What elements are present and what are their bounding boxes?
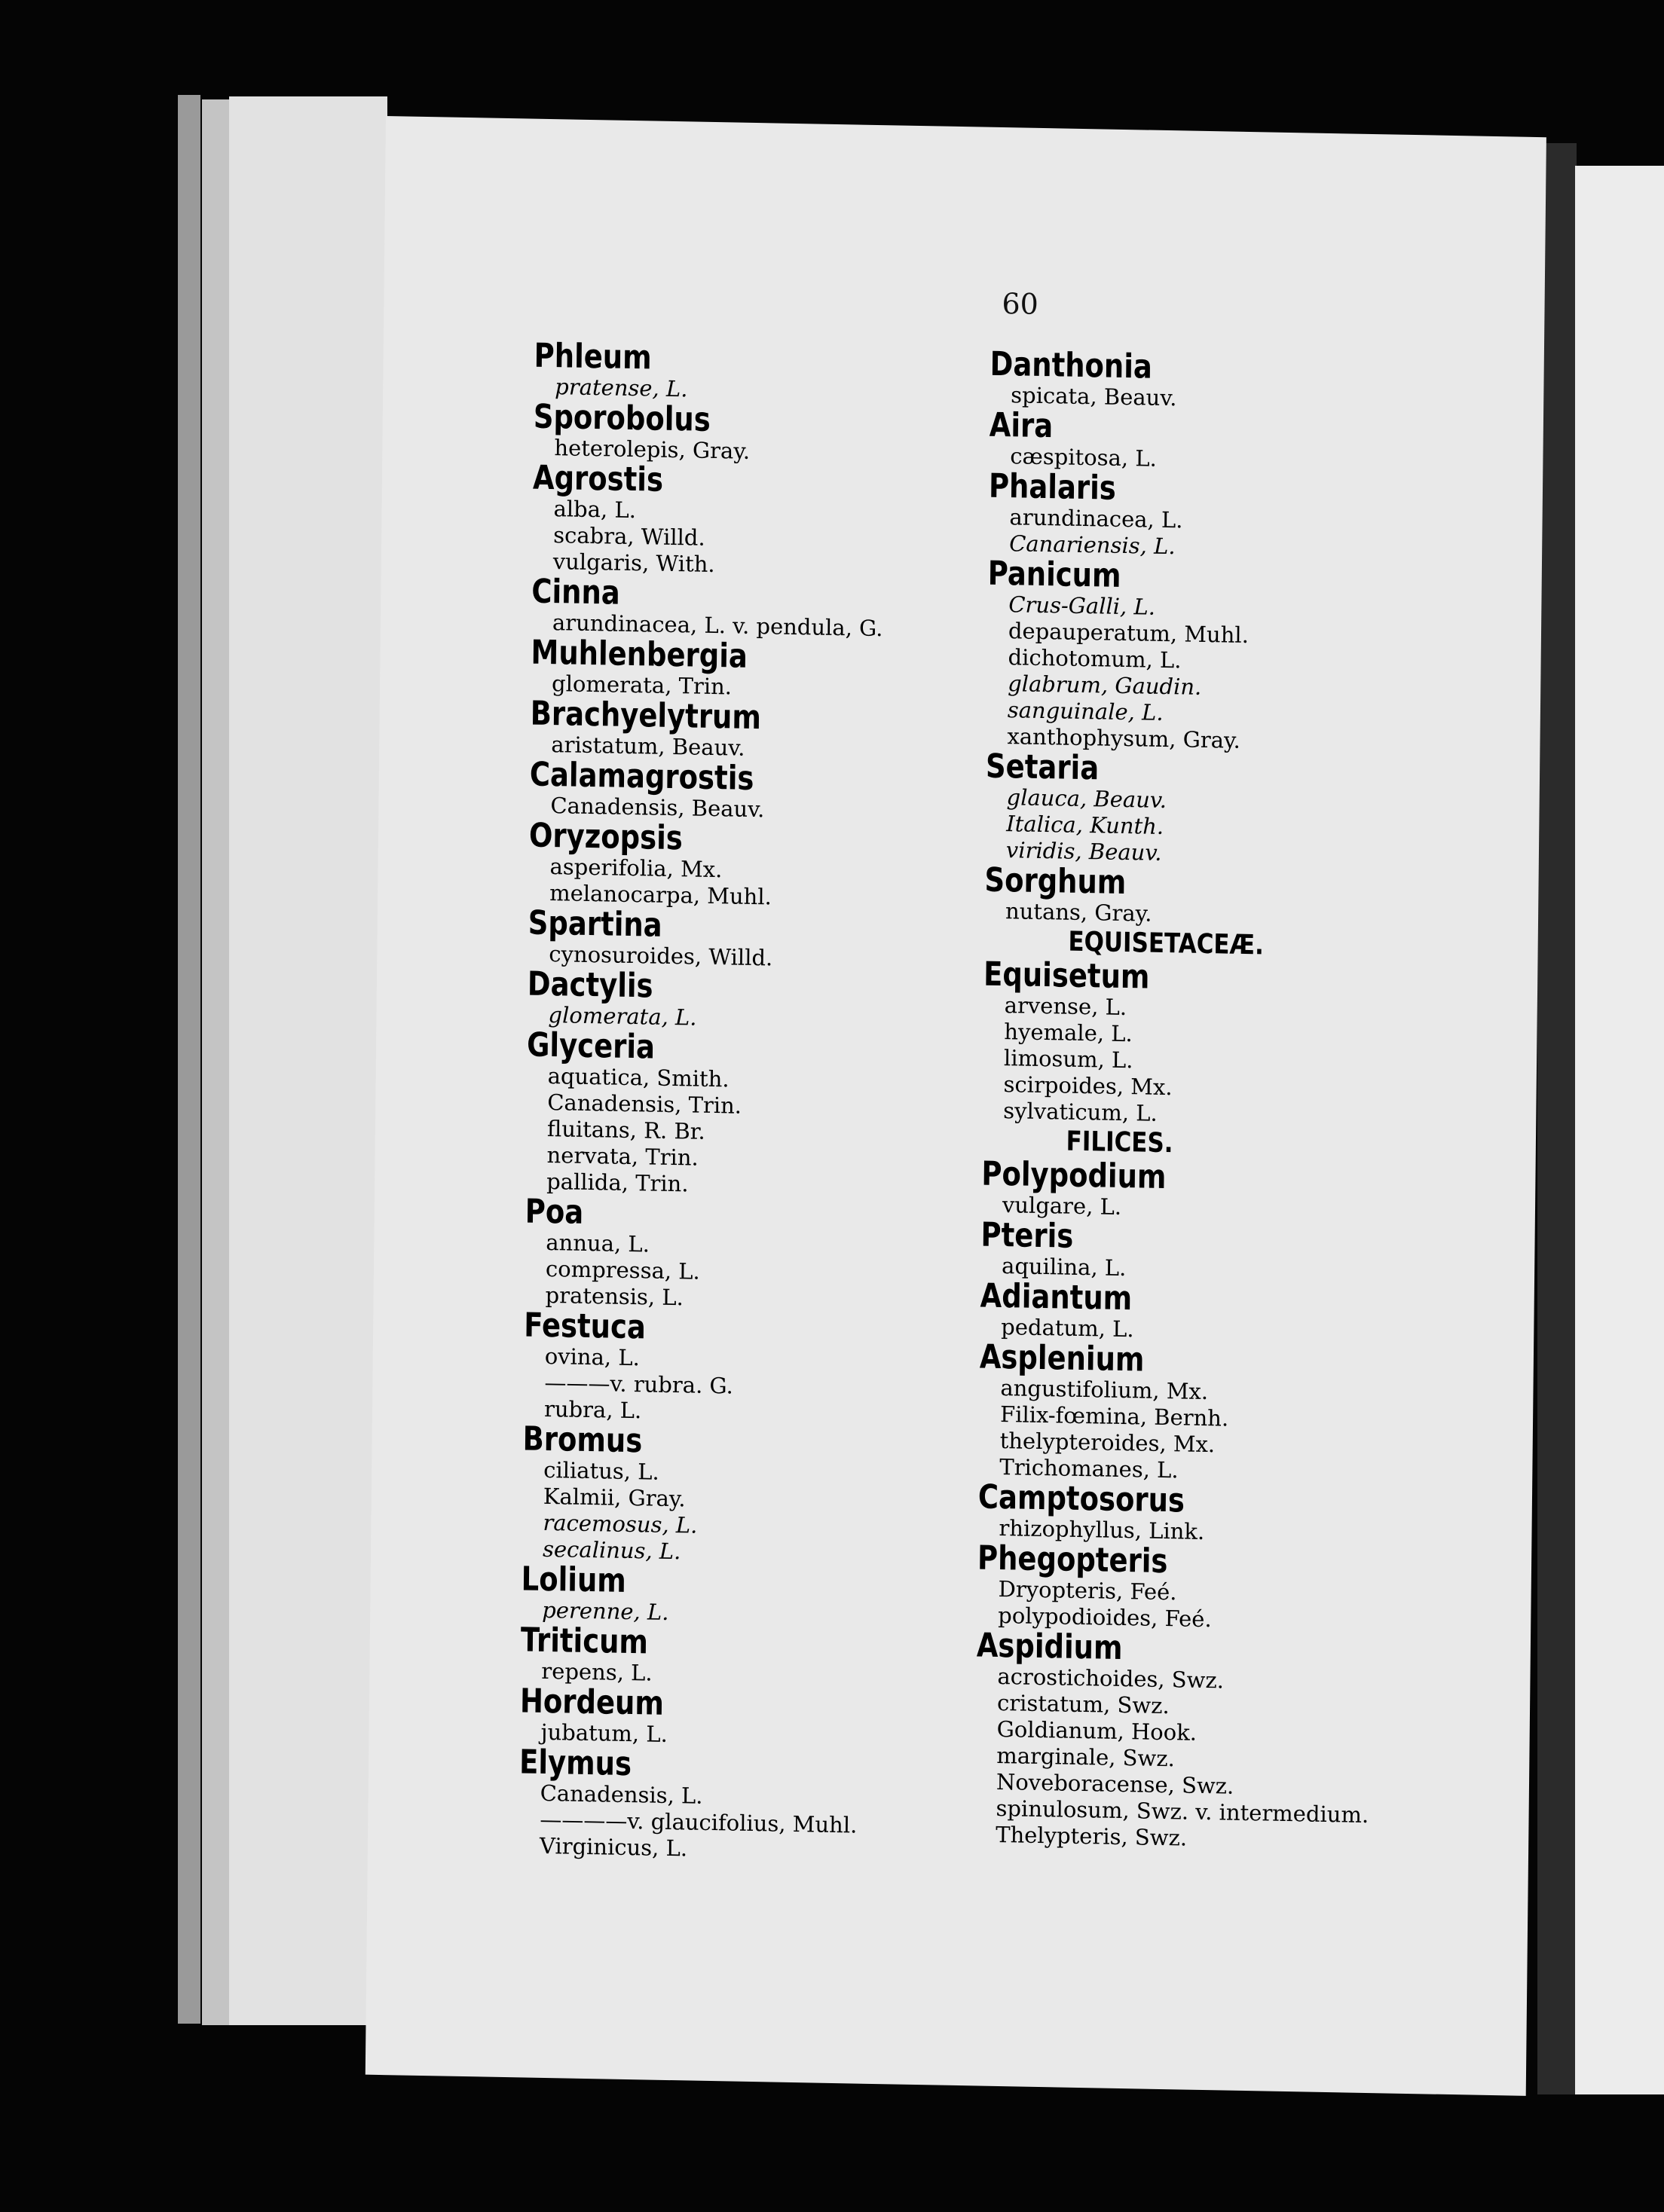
species-entry: cynosuroides, Willd. bbox=[549, 941, 773, 971]
species-entry: rhizophyllus, Link. bbox=[999, 1515, 1205, 1545]
species-entry: aristatum, Beauv. bbox=[551, 732, 745, 761]
genus-name: Equisetum bbox=[983, 955, 1150, 997]
genus-name: Lolium bbox=[521, 1560, 627, 1600]
genus-name: Hordeum bbox=[519, 1682, 665, 1723]
species-entry: repens, L. bbox=[541, 1657, 653, 1686]
species-entry: vulgare, L. bbox=[1002, 1192, 1122, 1220]
species-entry: Goldianum, Hook. bbox=[996, 1716, 1198, 1746]
species-entry: Filix-fœmina, Bernh. bbox=[999, 1401, 1229, 1431]
genus-name: Elymus bbox=[518, 1743, 632, 1784]
genus-name: Phalaris bbox=[988, 466, 1117, 508]
genus-name: Dactylis bbox=[527, 964, 653, 1006]
species-entry: pedatum, L. bbox=[1001, 1314, 1134, 1343]
genus-name: Polypodium bbox=[981, 1154, 1167, 1197]
species-entry: arundinacea, L. v. pendula, G. bbox=[552, 610, 883, 642]
species-entry: limosum, L. bbox=[1003, 1045, 1133, 1074]
species-entry: perenne, L. bbox=[542, 1596, 669, 1625]
species-entry: dichotomum, L. bbox=[1008, 644, 1182, 674]
underlying-pages bbox=[229, 96, 387, 2025]
genus-name: Phegopteris bbox=[977, 1538, 1168, 1581]
species-entry: sanguinale, L. bbox=[1007, 697, 1164, 726]
species-entry: glabrum, Gaudin. bbox=[1008, 671, 1202, 700]
species-entry: asperifolia, Mx. bbox=[549, 854, 723, 883]
species-entry: Canadensis, Trin. bbox=[547, 1089, 742, 1119]
gutter-shadow bbox=[1537, 143, 1577, 2094]
family-heading: EQUISETACEÆ. bbox=[1068, 926, 1265, 961]
genus-name: Panicum bbox=[987, 554, 1121, 595]
species-entry: depauperatum, Muhl. bbox=[1008, 618, 1250, 649]
genus-name: Camptosorus bbox=[977, 1477, 1185, 1520]
species-entry: ovina, L. bbox=[544, 1343, 640, 1371]
species-entry: xanthophysum, Gray. bbox=[1007, 723, 1240, 753]
species-entry: jubatum, L. bbox=[540, 1719, 668, 1747]
species-entry: glauca, Beauv. bbox=[1006, 784, 1167, 814]
species-entry: Dryopteris, Feé. bbox=[998, 1576, 1177, 1606]
genus-name: Asplenium bbox=[979, 1337, 1145, 1379]
species-entry: glomerata, Trin. bbox=[551, 671, 733, 700]
genus-name: Oryzopsis bbox=[528, 816, 684, 858]
species-entry: pratensis, L. bbox=[545, 1282, 684, 1311]
book-spine-edge bbox=[202, 99, 229, 2025]
right-column bbox=[974, 344, 1384, 1855]
species-entry: glomerata, L. bbox=[548, 1002, 697, 1031]
species-entry: melanocarpa, Muhl. bbox=[549, 880, 772, 910]
genus-name: Pteris bbox=[980, 1215, 1074, 1256]
page-number: 60 bbox=[1002, 286, 1039, 321]
species-entry: cristatum, Swz. bbox=[996, 1689, 1170, 1719]
species-entry: Canadensis, Beauv. bbox=[550, 793, 765, 823]
species-entry: Virginicus, L. bbox=[539, 1832, 688, 1862]
species-entry: viridis, Beauv. bbox=[1005, 837, 1162, 866]
species-entry: arundinacea, L. bbox=[1009, 504, 1183, 533]
species-entry: pallida, Trin. bbox=[546, 1168, 689, 1197]
genus-name: Spartina bbox=[528, 903, 662, 945]
species-entry: ———v. rubra. G. bbox=[544, 1369, 734, 1399]
species-entry: sylvaticum, L. bbox=[1003, 1098, 1158, 1126]
genus-name: Danthonia bbox=[990, 344, 1153, 386]
genus-name: Agrostis bbox=[532, 458, 664, 500]
species-entry: Canadensis, L. bbox=[540, 1780, 703, 1809]
species-entry: cæspitosa, L. bbox=[1010, 443, 1157, 472]
species-entry: alba, L. bbox=[553, 496, 637, 524]
book-page bbox=[366, 116, 1546, 2096]
species-entry: Trichomanes, L. bbox=[999, 1454, 1179, 1483]
species-entry: nutans, Gray. bbox=[1005, 898, 1152, 927]
species-entry: fluitans, R. Br. bbox=[546, 1115, 705, 1144]
facing-page-edge bbox=[1575, 166, 1664, 2094]
species-entry: racemosus, L. bbox=[543, 1509, 698, 1538]
genus-name: Phleum bbox=[534, 336, 652, 377]
genus-name: Sorghum bbox=[984, 860, 1127, 903]
family-heading: FILICES. bbox=[1066, 1126, 1173, 1159]
book-cover-edge bbox=[178, 95, 200, 2024]
species-entry: angustifolium, Mx. bbox=[1000, 1375, 1209, 1405]
genus-name: Glyceria bbox=[526, 1025, 656, 1067]
left-column bbox=[518, 336, 886, 1865]
species-entry: marginale, Swz. bbox=[996, 1742, 1176, 1772]
species-entry: aquilina, L. bbox=[1001, 1253, 1127, 1282]
genus-name: Muhlenbergia bbox=[531, 633, 748, 676]
genus-name: Poa bbox=[525, 1192, 584, 1232]
species-entry: ciliatus, L. bbox=[543, 1456, 659, 1485]
genus-name: Aspidium bbox=[976, 1626, 1123, 1668]
species-entry: Italica, Kunth. bbox=[1006, 811, 1164, 839]
species-entry: Crus-Galli, L. bbox=[1008, 591, 1156, 620]
species-entry: Noveboracense, Swz. bbox=[996, 1768, 1234, 1799]
species-entry: aquatica, Smith. bbox=[547, 1063, 730, 1092]
species-entry: spicata, Beauv. bbox=[1011, 382, 1177, 411]
species-entry: scirpoides, Mx. bbox=[1003, 1071, 1173, 1101]
genus-name: Cinna bbox=[531, 572, 621, 613]
species-entry: nervata, Trin. bbox=[546, 1141, 699, 1171]
species-entry: ————v. glaucifolius, Muhl. bbox=[540, 1806, 858, 1838]
species-entry: Canariensis, L. bbox=[1008, 530, 1176, 560]
species-entry: Kalmii, Gray. bbox=[543, 1483, 686, 1512]
genus-name: Setaria bbox=[985, 747, 1100, 788]
genus-name: Brachyelytrum bbox=[530, 694, 762, 738]
genus-name: Festuca bbox=[523, 1306, 647, 1347]
species-entry: secalinus, L. bbox=[542, 1535, 681, 1565]
species-entry: Thelypteris, Swz. bbox=[996, 1821, 1188, 1851]
species-entry: scabra, Willd. bbox=[553, 522, 705, 551]
species-entry: acrostichoides, Swz. bbox=[997, 1663, 1225, 1694]
genus-name: Bromus bbox=[522, 1419, 643, 1461]
genus-name: Adiantum bbox=[980, 1276, 1133, 1318]
species-entry: hyemale, L. bbox=[1004, 1019, 1133, 1047]
species-entry: annua, L. bbox=[546, 1229, 650, 1257]
species-entry: pratense, L. bbox=[555, 374, 688, 402]
species-entry: heterolepis, Gray. bbox=[554, 435, 751, 464]
species-entry: compressa, L. bbox=[545, 1255, 700, 1285]
species-entry: spinulosum, Swz. v. intermedium. bbox=[996, 1795, 1369, 1829]
species-entry: vulgaris, With. bbox=[552, 548, 715, 578]
species-entry: arvense, L. bbox=[1004, 992, 1127, 1021]
genus-name: Sporobolus bbox=[533, 397, 711, 439]
species-entry: rubra, L. bbox=[543, 1395, 642, 1424]
genus-name: Triticum bbox=[520, 1621, 649, 1662]
genus-name: Calamagrostis bbox=[529, 755, 754, 798]
species-entry: polypodioides, Feé. bbox=[998, 1602, 1212, 1633]
genus-name: Aira bbox=[989, 405, 1054, 446]
species-entry: thelypteroides, Mx. bbox=[999, 1428, 1216, 1458]
